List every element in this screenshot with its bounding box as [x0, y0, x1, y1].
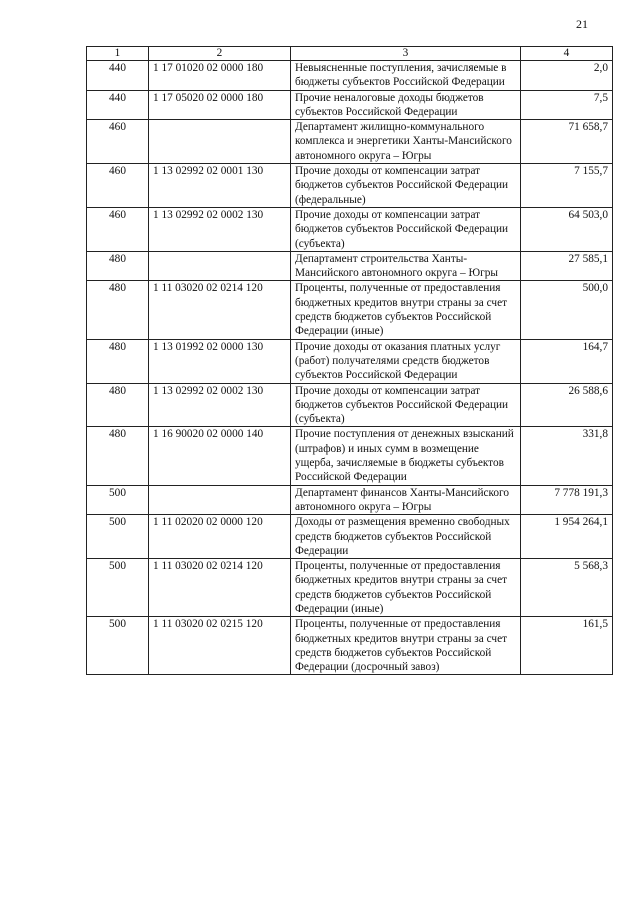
amount-cell: 500,0: [521, 281, 613, 339]
revenue-name-cell: Прочие неналоговые доходы бюджетов субъектов Российской Федерации: [291, 90, 521, 120]
revenue-name-cell: Проценты, полученные от предоставления бюджетных кредитов внутри страны за счет средств бюджетов субъектов Российской Федерации (иные): [291, 281, 521, 339]
amount-cell: 26 588,6: [521, 383, 613, 427]
admin-code-cell: 500: [87, 515, 149, 559]
amount-cell: 164,7: [521, 339, 613, 383]
revenue-name-cell: Проценты, полученные от предоставления бюджетных кредитов внутри страны за счет средств бюджетов субъектов Российской Федерации (иные): [291, 559, 521, 617]
column-header: 2: [149, 47, 291, 61]
revenue-name-cell: Департамент жилищно-коммунального комплекса и энергетики Ханты-Мансийского автономного округа – Югры: [291, 120, 521, 164]
revenue-name-cell: Доходы от размещения временно свободных средств бюджетов субъектов Российской Федерации: [291, 515, 521, 559]
revenue-name-cell: Невыясненные поступления, зачисляемые в бюджеты субъектов Российской Федерации: [291, 61, 521, 91]
admin-code-cell: 480: [87, 339, 149, 383]
admin-code-cell: 460: [87, 207, 149, 251]
column-header: 3: [291, 47, 521, 61]
amount-cell: 2,0: [521, 61, 613, 91]
admin-code-cell: 480: [87, 427, 149, 485]
budget-code-cell: 1 16 90020 02 0000 140: [149, 427, 291, 485]
budget-code-cell: 1 11 03020 02 0214 120: [149, 281, 291, 339]
admin-code-cell: 480: [87, 251, 149, 281]
budget-code-cell: 1 13 02992 02 0002 130: [149, 207, 291, 251]
table-row: [87, 61, 613, 91]
amount-cell: 64 503,0: [521, 207, 613, 251]
revenue-name-cell: Прочие поступления от денежных взысканий (штрафов) и иных сумм в возмещение ущерба, зачисляемые в бюджеты субъектов Российской Федерации: [291, 427, 521, 485]
revenue-table: [86, 46, 613, 675]
revenue-name-cell: Прочие доходы от компенсации затрат бюджетов субъектов Российской Федерации (субъекта): [291, 383, 521, 427]
revenue-name-cell: Прочие доходы от оказания платных услуг (работ) получателями средств бюджетов субъектов Российской Федерации: [291, 339, 521, 383]
table-row: [87, 617, 613, 675]
table-row: [87, 120, 613, 164]
budget-code-cell: 1 13 02992 02 0002 130: [149, 383, 291, 427]
table-row: [87, 164, 613, 208]
table-row: [87, 383, 613, 427]
table-row: [87, 339, 613, 383]
admin-code-cell: 480: [87, 281, 149, 339]
table-row: [87, 281, 613, 339]
table-row: [87, 251, 613, 281]
budget-code-cell: 1 11 03020 02 0214 120: [149, 559, 291, 617]
column-header: 4: [521, 47, 613, 61]
admin-code-cell: 500: [87, 617, 149, 675]
revenue-name-cell: Прочие доходы от компенсации затрат бюджетов субъектов Российской Федерации (федеральные): [291, 164, 521, 208]
amount-cell: 27 585,1: [521, 251, 613, 281]
amount-cell: 161,5: [521, 617, 613, 675]
admin-code-cell: 460: [87, 120, 149, 164]
admin-code-cell: 500: [87, 485, 149, 515]
table-row: [87, 485, 613, 515]
page-number: 21: [576, 17, 588, 31]
budget-code-cell: [149, 485, 291, 515]
revenue-name-cell: Проценты, полученные от предоставления бюджетных кредитов внутри страны за счет средств бюджетов субъектов Российской Федерации (досрочный завоз): [291, 617, 521, 675]
amount-cell: 7 778 191,3: [521, 485, 613, 515]
budget-code-cell: 1 13 02992 02 0001 130: [149, 164, 291, 208]
revenue-name-cell: Прочие доходы от компенсации затрат бюджетов субъектов Российской Федерации (субъекта): [291, 207, 521, 251]
budget-code-cell: 1 11 02020 02 0000 120: [149, 515, 291, 559]
table-row: [87, 515, 613, 559]
budget-code-cell: 1 17 05020 02 0000 180: [149, 90, 291, 120]
table-header-row: [87, 47, 613, 61]
table-row: [87, 207, 613, 251]
admin-code-cell: 460: [87, 164, 149, 208]
amount-cell: 7 155,7: [521, 164, 613, 208]
admin-code-cell: 480: [87, 383, 149, 427]
admin-code-cell: 500: [87, 559, 149, 617]
budget-code-cell: 1 17 01020 02 0000 180: [149, 61, 291, 91]
table-row: [87, 559, 613, 617]
amount-cell: 1 954 264,1: [521, 515, 613, 559]
revenue-name-cell: Департамент финансов Ханты-Мансийского автономного округа – Югры: [291, 485, 521, 515]
amount-cell: 331,8: [521, 427, 613, 485]
amount-cell: 7,5: [521, 90, 613, 120]
column-header: 1: [87, 47, 149, 61]
table-body: [87, 61, 613, 675]
budget-code-cell: 1 11 03020 02 0215 120: [149, 617, 291, 675]
admin-code-cell: 440: [87, 61, 149, 91]
admin-code-cell: 440: [87, 90, 149, 120]
table-row: [87, 90, 613, 120]
budget-code-cell: [149, 120, 291, 164]
revenue-name-cell: Департамент строительства Ханты-Мансийского автономного округа – Югры: [291, 251, 521, 281]
amount-cell: 71 658,7: [521, 120, 613, 164]
amount-cell: 5 568,3: [521, 559, 613, 617]
budget-code-cell: 1 13 01992 02 0000 130: [149, 339, 291, 383]
table-row: [87, 427, 613, 485]
budget-code-cell: [149, 251, 291, 281]
